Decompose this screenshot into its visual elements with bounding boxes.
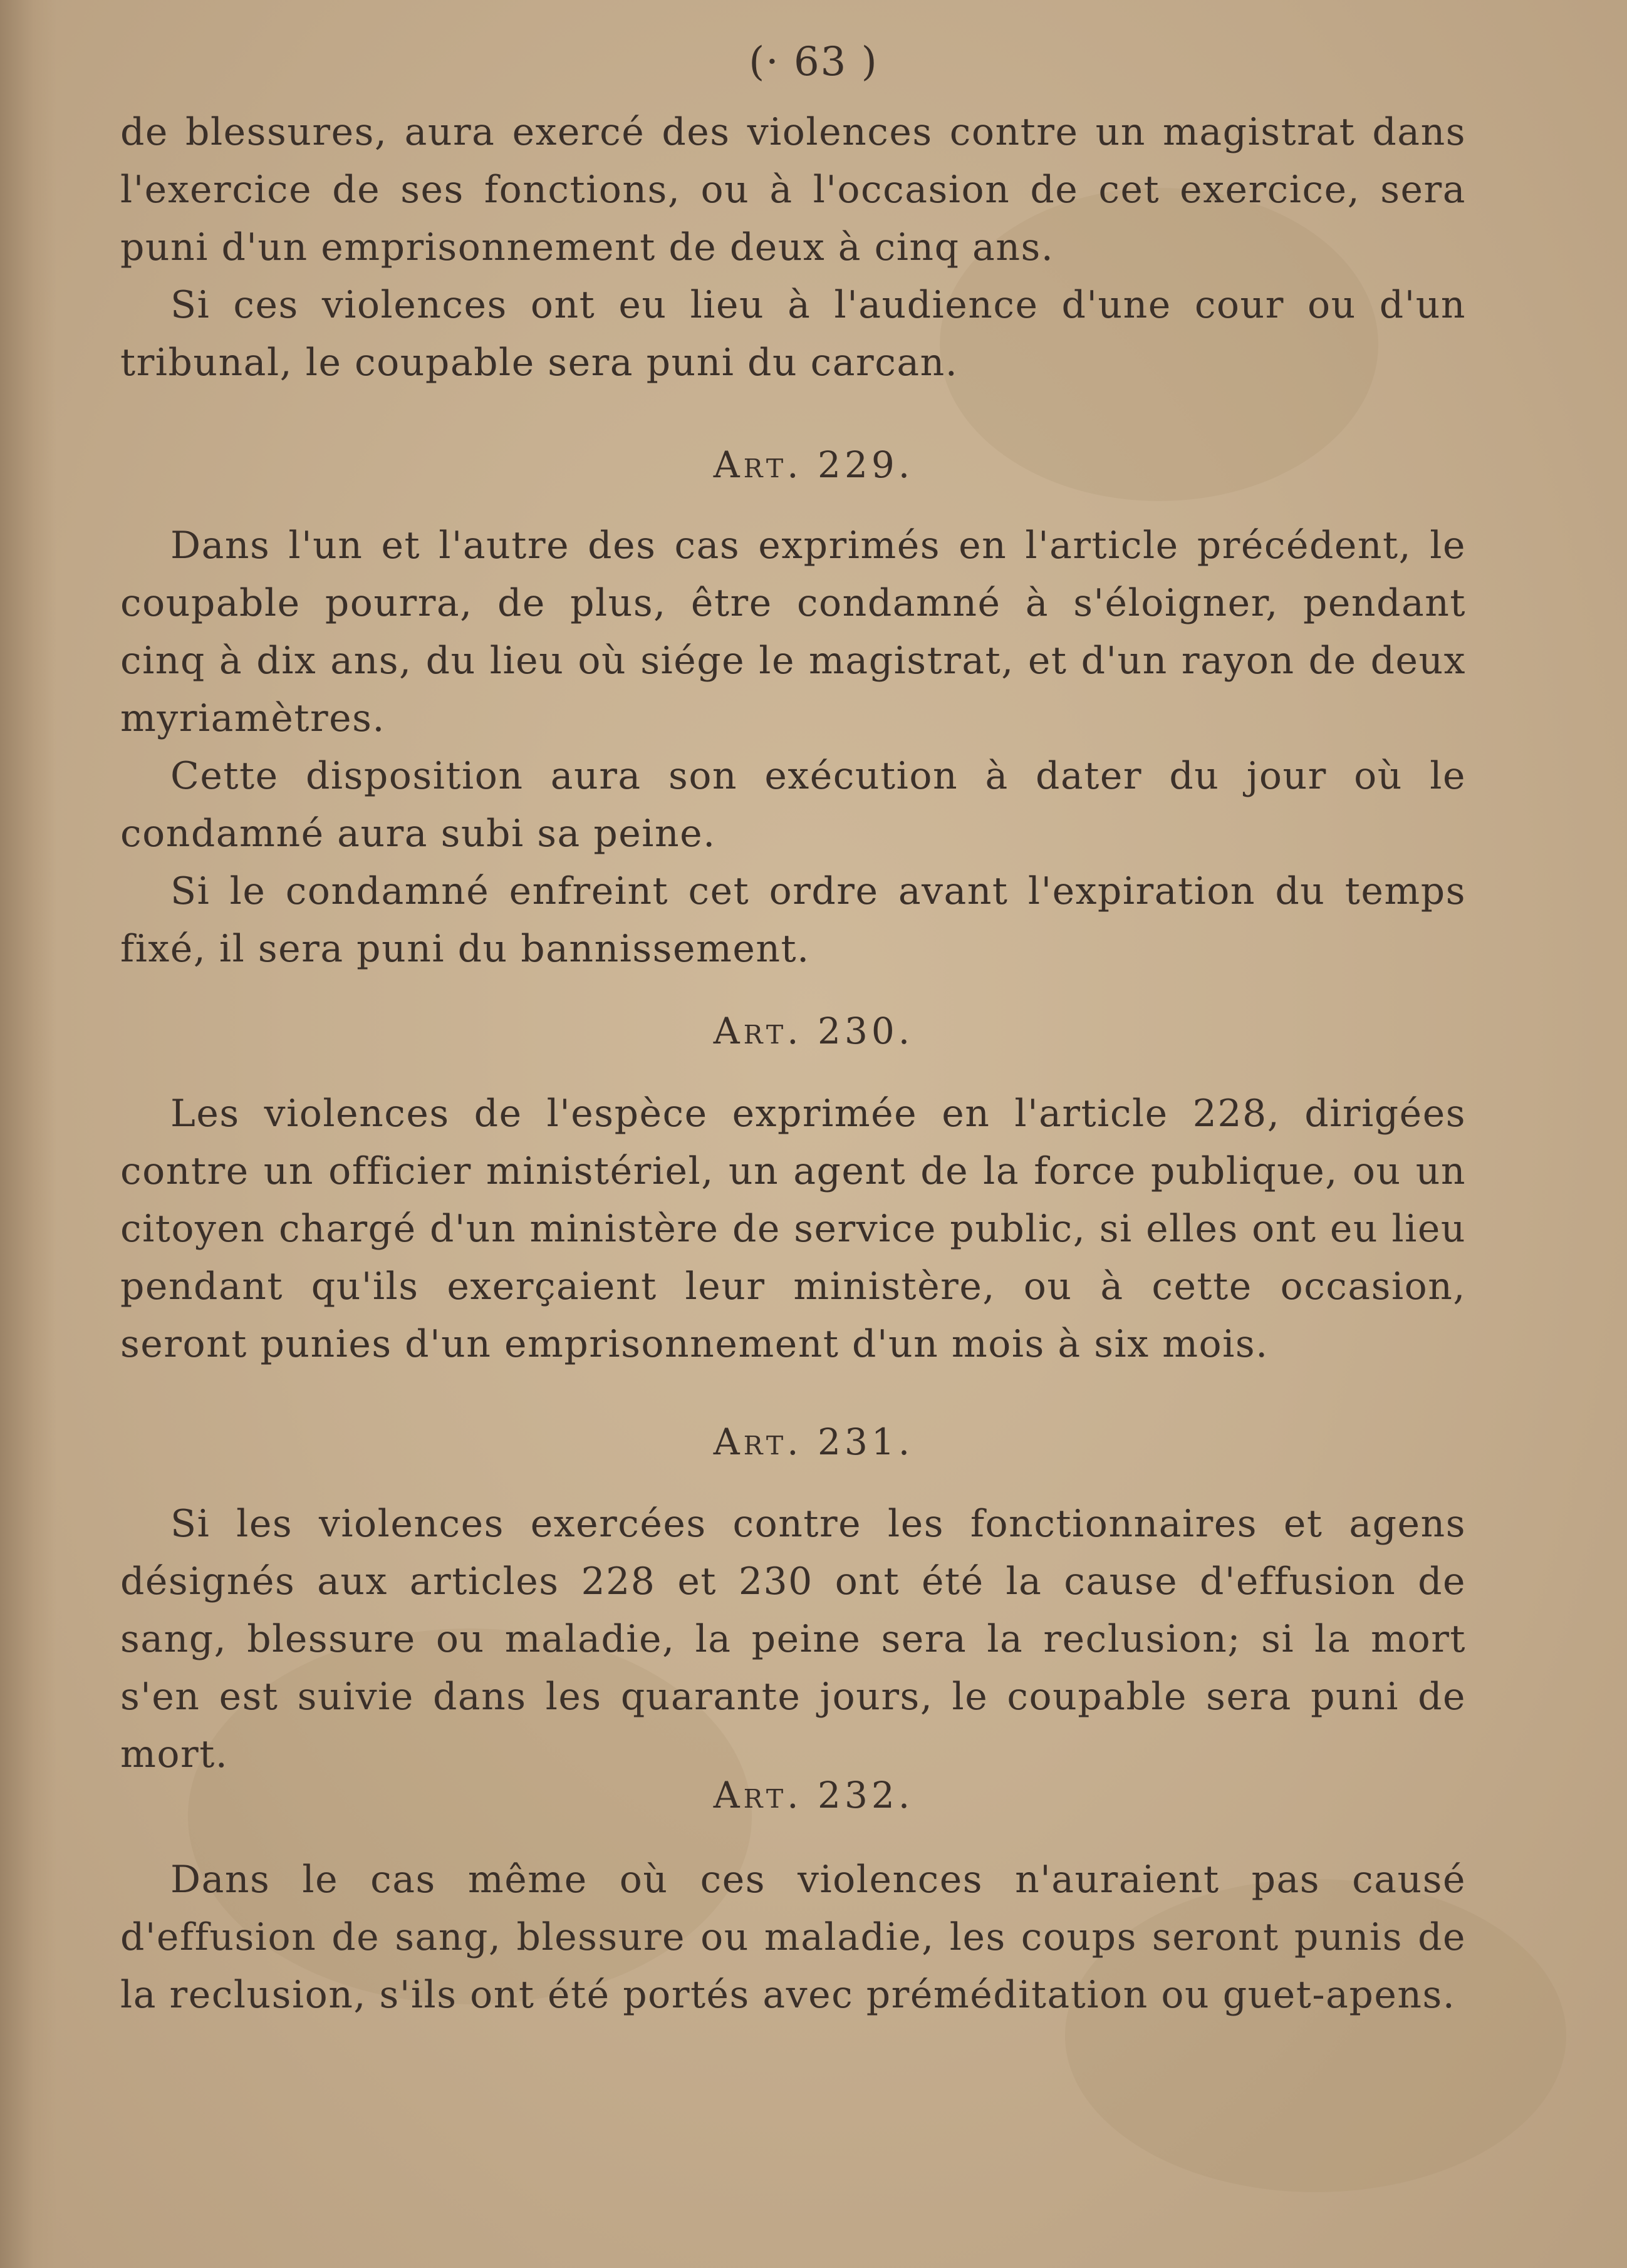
article-231-body (120, 1495, 1466, 1783)
intro-section (120, 103, 1466, 391)
page-edge-shadow (0, 0, 56, 2268)
article-230-heading: Art. 230. (713, 1010, 914, 1052)
article-229-heading: Art. 229. (713, 443, 914, 486)
intro-paragraph-2: Si ces violences ont eu lieu à l'audience d'une cour ou d'un tribunal, le coupable sera puni du carcan. (120, 283, 1466, 385)
article-229-body (120, 517, 1466, 978)
article-229-paragraph-3: Si le condamné enfreint cet ordre avant l'expiration du temps fixé, il sera puni du bannissement. (120, 869, 1466, 971)
intro-paragraph-1: de blessures, aura exercé des violences contre un magistrat dans l'exercice de ses fonctions, ou à l'occasion de cet exercice, sera puni d'un emprisonnement de deux à cinq ans. (120, 110, 1466, 269)
article-230-paragraph-1: Les violences de l'espèce exprimée en l'article 228, dirigées contre un officier ministériel, un agent de la force publique, ou un citoyen chargé d'un ministère de service public, si elles ont eu lieu pendant qu'ils exerçaient leur ministère, ou à cette occasion, seront punies d'un emprisonnement d'un mois à six mois. (120, 1092, 1466, 1366)
article-231-heading: Art. 231. (713, 1421, 914, 1463)
article-232-heading: Art. 232. (713, 1774, 914, 1816)
article-229-paragraph-2: Cette disposition aura son exécution à dater du jour où le condamné aura subi sa peine. (120, 754, 1466, 856)
article-230-body (120, 1085, 1466, 1373)
article-232-body (120, 1851, 1466, 2024)
article-232-paragraph-1: Dans le cas même où ces violences n'auraient pas causé d'effusion de sang, blessure ou maladie, les coups seront punis de la reclusion, s'ils ont été portés avec préméditation ou guet-apens. (120, 1858, 1466, 2017)
article-229-paragraph-1: Dans l'un et l'autre des cas exprimés en l'article précédent, le coupable pourra, de plus, être condamné à s'éloigner, pendant cinq à dix ans, du lieu où siége le magistrat, et d'un rayon de deux myriamètres. (120, 524, 1466, 740)
article-231-paragraph-1: Si les violences exercées contre les fonctionnaires et agens désignés aux articles 228 et 230 ont été la cause d'effusion de sang, blessure ou maladie, la peine sera la reclusion; si la mort s'en est suivie dans les quarante jours, le coupable sera puni de mort. (120, 1502, 1466, 1776)
page-number: (· 63 ) (749, 39, 878, 85)
